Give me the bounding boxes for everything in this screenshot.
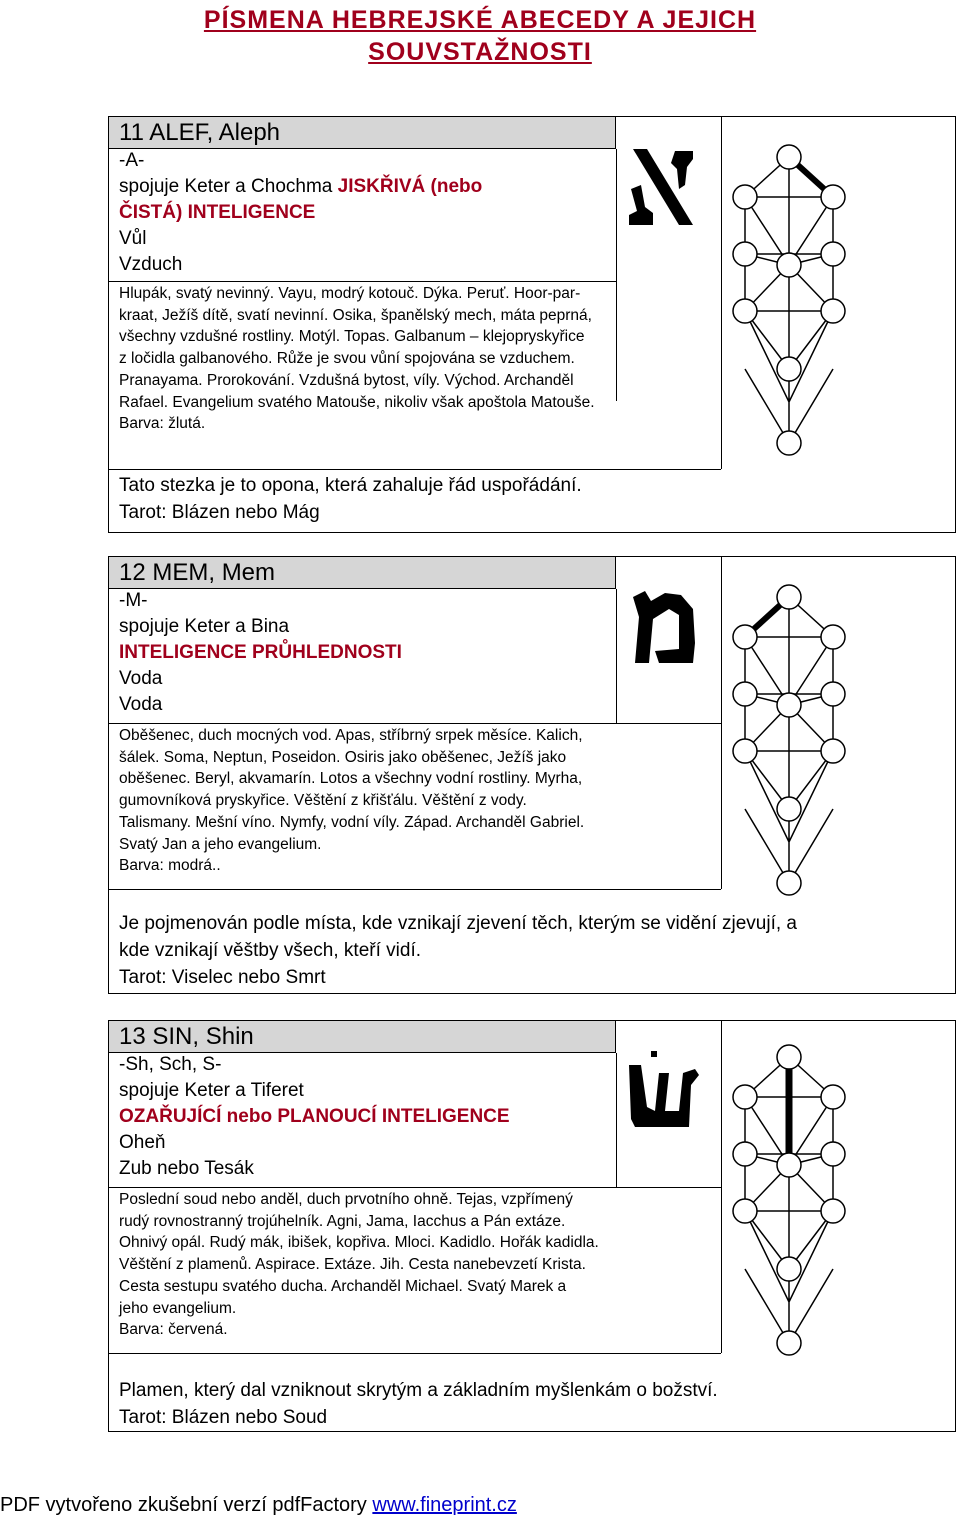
transliteration: -M- <box>119 590 148 611</box>
intelligence-name: INTELIGENCE PRŮHLEDNOSTI <box>119 642 402 663</box>
entry-heading: 11 ALEF, Aleph <box>109 117 616 149</box>
entry-description: Poslední soud nebo anděl, duch prvotního ohně. Tejas, vzpřímený rudý rovnostranný trojúhelník. Agni, Jama, Iacchus a Pán extáze. Ohnivý opál. Rudý mák, ibišek, kopřiva. Mloci. Kadidlo. Hořák kadidla. Věštění z plamenů. Aspirace. Extáze. Jih. Cesta nanebevzetí Krista. Cesta sestupu svatého ducha. Archanděl Michael. Svatý Marek a jeho evangelium. Barva: červená. <box>119 1191 599 1339</box>
entry-main-info <box>119 148 616 278</box>
meaning: Oheň <box>119 1132 166 1153</box>
entry-mem <box>108 556 956 994</box>
entry-description: Oběšenec, duch mocných vod. Apas, stříbrný srpek měsíce. Kalich, šálek. Soma, Neptun, Poseidon. Osiris jako oběšenec, Ježíš jako oběšenec. Beryl, akvamarín. Lotos a všechny vodní rostliny. Myrha, gumovníková pryskyřice. Věštění z křišťálu. Věštění z vody. Talismany. Mešní víno. Nymfy, vodní víly. Západ. Archanděl Gabriel. Svatý Jan a jeho evangelium. Barva: modrá.. <box>119 727 585 875</box>
section-divider <box>109 889 721 890</box>
tree-paths <box>745 157 833 443</box>
entry-footer: Plamen, který dal vzniknout skrytým a základním myšlenkám o božství. Tarot: Blázen nebo Soud <box>119 1380 718 1428</box>
section-divider <box>109 1353 721 1354</box>
entry-description: Hlupák, svatý nevinný. Vayu, modrý kotouč. Dýka. Peruť. Hoor-par- kraat, Ježíš dítě, svatí nevinní. Osika, španělský mech, máta peprná, všechny vzdušné rostliny. Motýl. Topas. Galbanum – klejopryskyřice z ločidla galbanového. Růže je svou vůní spojována se vzduchem. Pranayama. Prorokování. Vzdušná bytost, víly. Východ. Archanděl Rafael. Evangelium svatého Matouše, nikoliv však apoštola Matouše. Barva: žlutá. <box>119 285 595 433</box>
page-title: PÍSMENA HEBREJSKÉ ABECEDY A JEJICH SOUVSTAŽNOSTI <box>203 6 757 66</box>
section-divider <box>109 469 721 470</box>
tree-paths <box>745 597 833 883</box>
transliteration: -Sh, Sch, S- <box>119 1054 222 1075</box>
transliteration: -A- <box>119 150 145 171</box>
tree-of-life-diagram-icon <box>731 1037 849 1367</box>
pdf-creator-note: PDF vytvořeno zkušební verzí pdfFactory www.fineprint.cz <box>0 1494 517 1516</box>
entry-heading: 12 MEM, Mem <box>109 557 616 589</box>
element: Voda <box>119 694 163 715</box>
fineprint-link[interactable]: www.fineprint.cz <box>372 1494 517 1516</box>
section-divider <box>109 281 616 282</box>
section-divider <box>109 723 721 724</box>
hebrew-letter-shin-icon <box>625 1051 703 1131</box>
meaning: Voda <box>119 668 163 689</box>
entry-main-info <box>119 588 616 718</box>
hebrew-letter-alef-icon <box>627 145 699 229</box>
tree-of-life-diagram-icon <box>731 137 849 467</box>
entry-alef <box>108 116 956 533</box>
intelligence-name: ČISTÁ) INTELIGENCE <box>119 202 316 223</box>
entry-heading: 13 SIN, Shin <box>109 1021 616 1053</box>
hebrew-letter-mem-icon <box>629 587 699 669</box>
connection-line: spojuje Keter a Chochma JISKŘIVÁ (nebo <box>119 176 483 197</box>
tree-of-life-diagram-icon <box>731 577 849 907</box>
entry-footer: Je pojmenován podle místa, kde vznikají zjevení těch, kterým se vidění zjevují, a kde vznikají věštby všech, kteří vidí. Tarot: Viselec nebo Smrt <box>119 913 797 988</box>
column-divider <box>721 1021 722 1353</box>
intelligence-name: OZAŘUJÍCÍ nebo PLANOUCÍ INTELIGENCE <box>119 1106 510 1127</box>
entry-main-info <box>119 1052 616 1182</box>
connection-line: spojuje Keter a Bina <box>119 616 290 637</box>
entry-footer: Tato stezka je to opona, která zahaluje řád uspořádání. Tarot: Blázen nebo Mág <box>119 475 582 523</box>
column-divider <box>721 117 722 469</box>
connection-line: spojuje Keter a Tiferet <box>119 1080 304 1101</box>
meaning: Vůl <box>119 228 147 249</box>
entry-sin <box>108 1020 956 1432</box>
element: Zub nebo Tesák <box>119 1158 254 1179</box>
column-divider <box>721 557 722 889</box>
element: Vzduch <box>119 254 183 275</box>
section-divider <box>109 1187 721 1188</box>
column-divider <box>616 589 617 723</box>
column-divider <box>616 1053 617 1187</box>
